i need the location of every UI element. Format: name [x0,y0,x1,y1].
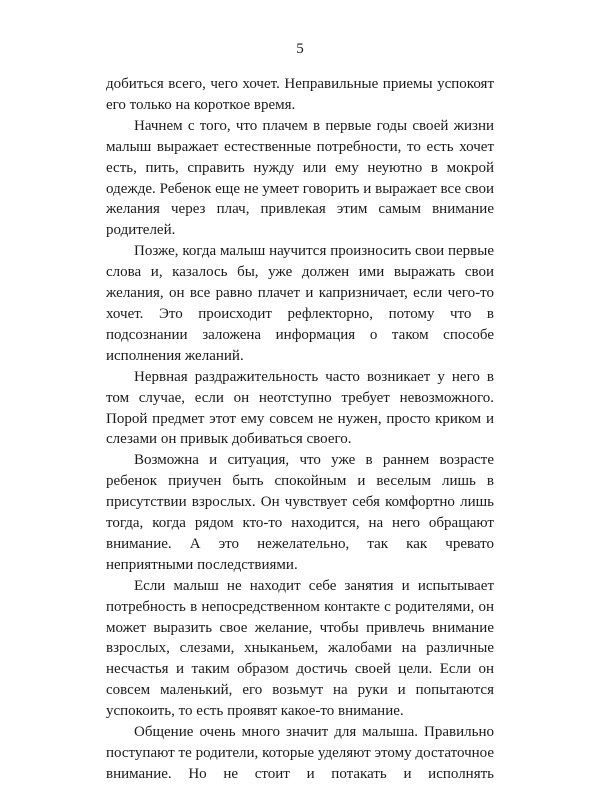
text-body [106,74,494,785]
page-number: 5 [296,41,304,57]
paragraph: Позже, когда малыш научится произносить свои первые слова и, казалось бы, уже должен ими выражать свои желания, он все равно плачет и капризничает, если чего-то хочет. Это происходит рефлекторно, потому что в подсознании заложена информация о таком способе исполнения желаний. [106,243,494,364]
paragraph: добиться всего, чего хочет. Неправильные приемы успокоят его только на короткое время. [106,76,494,113]
paragraph: Общение очень много значит для малыша. Правильно поступают те родители, которые уделяют этому достаточное внимание. Но не стоит и потакать и исполнять [106,724,494,782]
paragraph: Нервная раздражительность часто возникает у него в том случае, если он неотступно требует невозможного. Порой предмет этот ему совсем не нужен, просто криком и слезами он привык добиваться своего. [106,368,494,448]
paragraph: Если малыш не находит себе занятия и испытывает потребность в непосредственном контакте с родителями, он может выразить свое желание, чтобы привлечь внимание взрослых, слезами, хныканьем, жалобами на различные несчастья и таким образом достичь своей цели. Если он совсем маленький, его возьмут на руки и попытаются успокоить, то есть проявят какое-то внимание. [106,577,494,720]
paragraph: Начнем с того, что плачем в первые годы своей жизни малыш выражает естественные потребности, то есть хочет есть, пить, справить нужду или ему неуютно в мокрой одежде. Ребенок еще не умеет говорить и выражает все свои желания через плач, привлекая этим самым внимание родителей. [106,117,494,239]
paragraph: Возможна и ситуация, что уже в раннем возрасте ребенок приучен быть спокойным и веселым лишь в присутствии взрослых. Он чувствует себя комфортно лишь тогда, когда рядом кто-то находится, на него обращают внимание. А это нежелательно, так как чревато неприятными последствиями. [106,452,494,573]
